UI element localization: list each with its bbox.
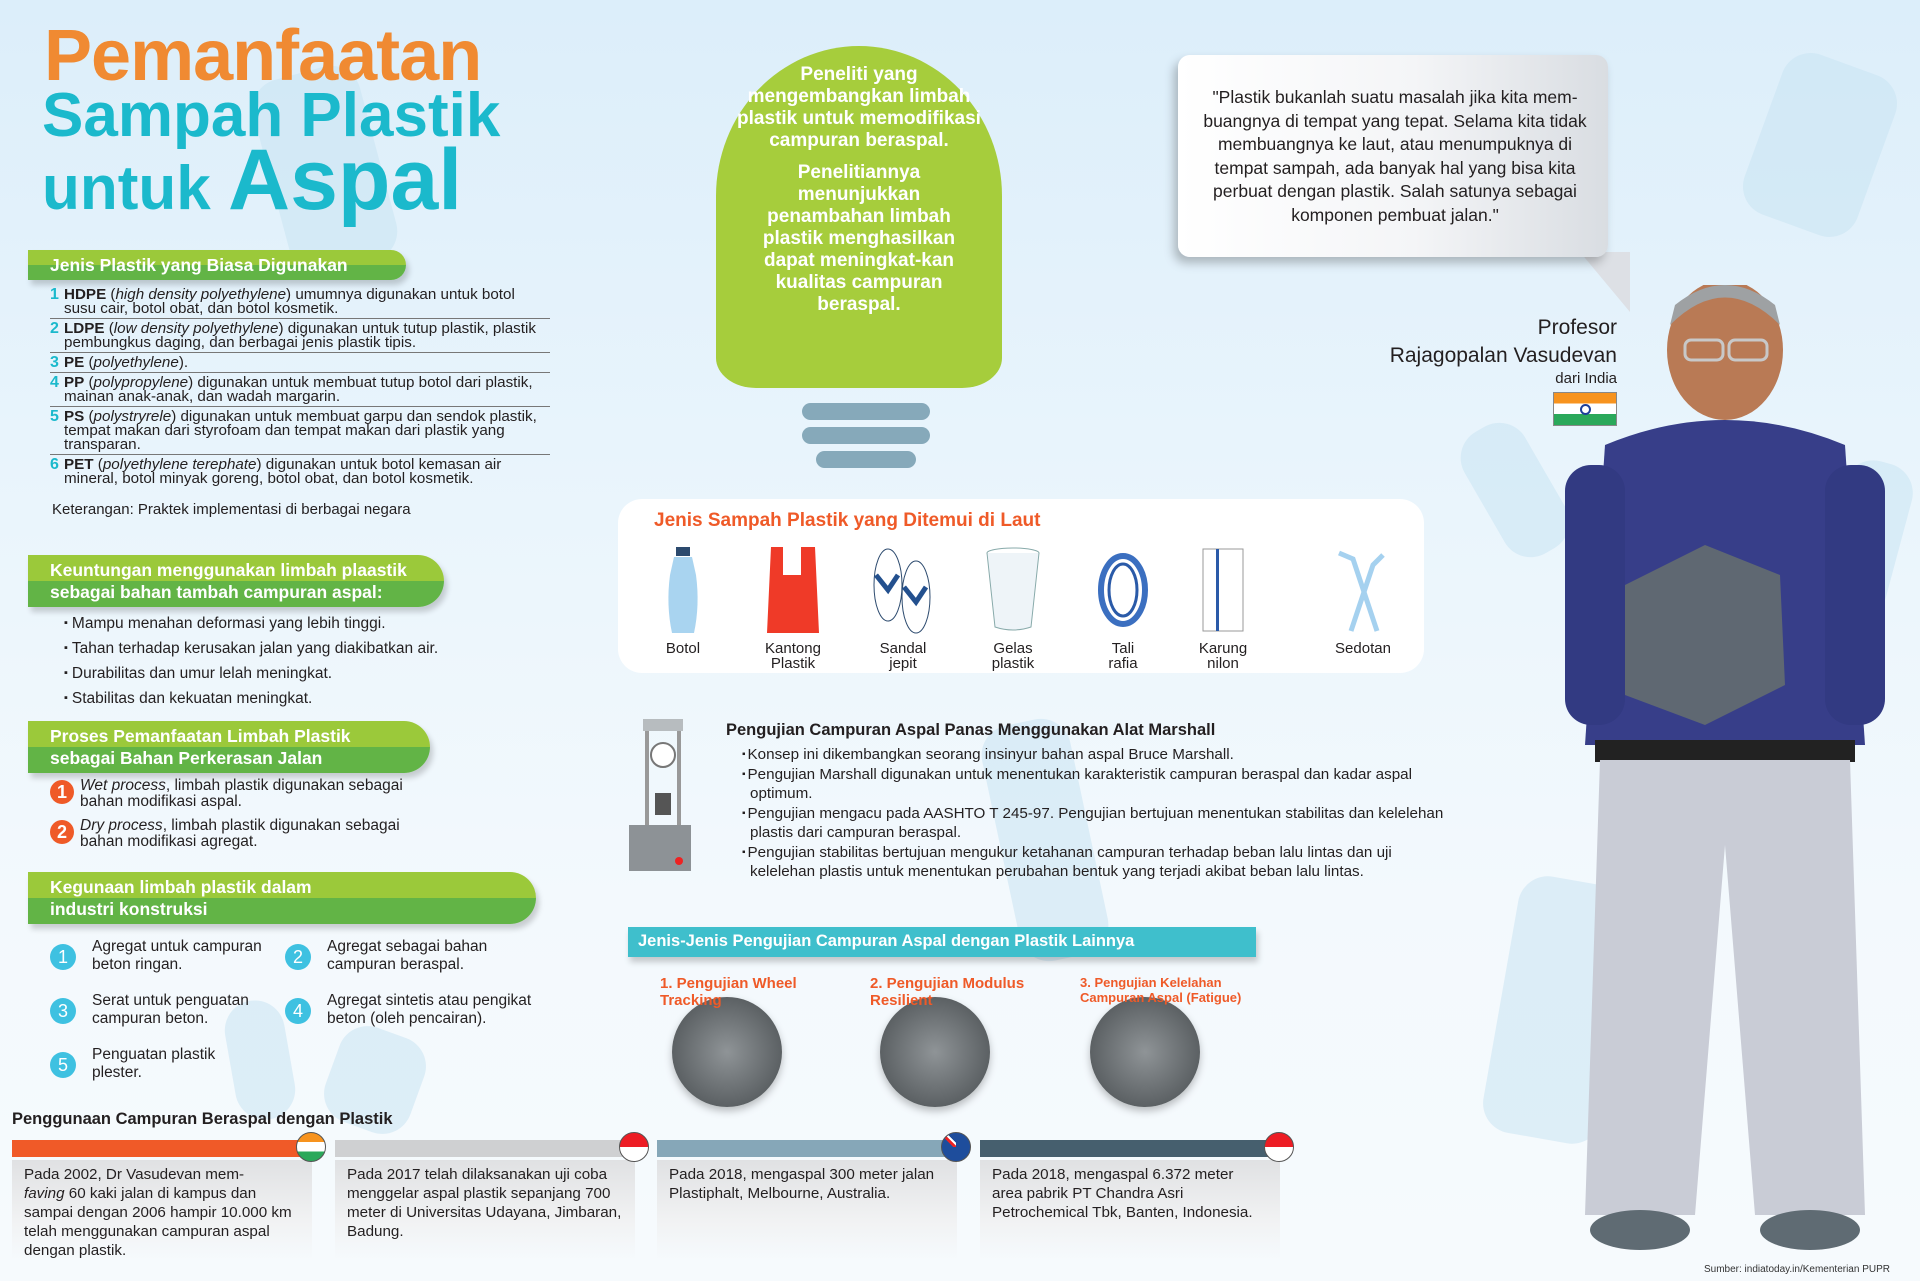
bulb-base-bar [816, 451, 916, 468]
card-color-strip [657, 1140, 957, 1157]
item-number: 5 [50, 408, 59, 425]
test-label-1: 1. Pengujian Wheel Tracking [660, 975, 797, 1009]
timeline-card [980, 1140, 1280, 1258]
benefit-item: ▪ Durabilitas dan umur lelah meningkat. [64, 661, 438, 686]
item-text: PS (polystryrele) digunakan untuk membuat garpu dan sendok plastik, tempat makan dari styrofoam dan tempat makan dari plastik yang transparan. [64, 408, 537, 453]
plastic-cup-icon [983, 545, 1043, 635]
number-badge: 1 [50, 780, 74, 804]
plastic-desc: digunakan untuk botol kemasan air mineral, botol minyak goreng, botol obat, dan botol kosmetik. [64, 456, 502, 487]
plastic-name: polyethylene terephate [102, 456, 257, 473]
wheel-tracking-image [672, 997, 782, 1107]
header-line: sebagai bahan tambah campuran aspal: [50, 582, 383, 602]
sea-waste-item [1173, 545, 1273, 671]
plastic-name: polystryrele [93, 408, 172, 425]
plastic-type-item [50, 457, 550, 488]
use-line: Agregat sintetis atau pengikat [327, 992, 532, 1009]
title-untuk: untuk [42, 154, 211, 223]
use-text [327, 938, 487, 974]
bottle-icon [658, 545, 708, 635]
item-number: 2 [50, 320, 59, 337]
test-label-2: 2. Pengujian Modulus Resilient [870, 975, 1025, 1009]
marshall-apparatus-image [625, 715, 715, 875]
timeline-card [335, 1140, 635, 1258]
process-header [28, 721, 430, 773]
plastic-type-item [50, 321, 550, 353]
marshall-item: ▪ Pengujian stabilitas bertujuan mengukur ketahanan campuran terhadap beban lalu lintas dan uji kelelehan plastis untuk menentukan perubahan bentuk yang terjadi akibat beban lalu lintas. [740, 843, 1460, 881]
item-label: Karung [1198, 640, 1248, 657]
item-label: Tali [1111, 640, 1135, 657]
bulb-paragraph-2: Penelitiannya menunjukkan penambahan limbah plastik menghasilkan dapat meningkat-kan kualitas campuran beraspal. [762, 162, 956, 315]
benefit-item: ▪ Mampu menahan deformasi yang lebih tinggi. [64, 611, 438, 636]
use-line: beton ringan. [92, 956, 183, 973]
title-line-1: Pemanfaatan [44, 16, 482, 96]
indonesia-flag-icon [1264, 1132, 1294, 1162]
use-item [285, 938, 487, 974]
item-label: Botol [665, 640, 701, 657]
number-badge: 2 [50, 820, 74, 844]
marshall-item: ▪ Pengujian mengacu pada AASHTO T 245-97. Pengujian bertujuan menentukan stabilitas dan kelelehan plastis dari campuran beraspal. [740, 804, 1460, 842]
bg-plastic-bag-shape [1735, 45, 1906, 246]
use-line: campuran beraspal. [327, 956, 464, 973]
use-line: campuran beton. [92, 1010, 209, 1027]
use-item [50, 1046, 215, 1082]
indonesia-flag-icon [619, 1132, 649, 1162]
uses-header [28, 872, 536, 924]
plastic-name: high density polyethylene [115, 286, 287, 303]
plastic-type-item [50, 355, 550, 373]
card-text: Pada 2017 telah dilaksanakan uji coba menggelar aspal plastik sepanjang 700 meter di Universitas Udayana, Jimbaran, Badung. [335, 1160, 635, 1260]
process-text [80, 818, 400, 850]
header-line: Keuntungan menggunakan limbah plaastik [50, 560, 407, 580]
process-item [50, 778, 403, 810]
plastic-desc: digunakan untuk membuat tutup botol dari plastik, mainan anak-anak, dan wadah margarin. [64, 374, 533, 405]
benefits-header [28, 555, 444, 607]
item-number: 3 [50, 354, 59, 371]
use-line: plester. [92, 1064, 142, 1081]
sea-waste-item [963, 545, 1063, 671]
card-color-strip [980, 1140, 1280, 1157]
plastic-desc: . [183, 354, 189, 371]
plastic-desc: umumnya digunakan untuk botol susu cair, botol obat, dan botol kosmetik. [64, 286, 515, 317]
plastic-types-note: Keterangan: Praktek implementasi di berbagai negara [52, 501, 411, 518]
card-color-strip [12, 1140, 312, 1157]
number-badge: 3 [50, 998, 76, 1024]
item-label: Sandal [879, 640, 927, 657]
professor-origin: dari India [1555, 370, 1617, 387]
bulb-base-bar [802, 427, 930, 444]
flip-flops-icon [868, 545, 938, 635]
use-text [92, 1046, 215, 1082]
professor-name: Rajagopalan Vasudevan [1389, 344, 1617, 367]
process-term: Wet process [80, 777, 166, 794]
title-aspal: Aspal [227, 132, 463, 228]
use-line: beton (oleh pencairan). [327, 1010, 487, 1027]
plastic-name: polypropylene [93, 374, 189, 391]
use-line: Agregat sebagai bahan [327, 938, 488, 955]
title-line-2: Sampah Plastik [42, 81, 501, 150]
other-tests-header: Jenis-Jenis Pengujian Campuran Aspal dengan Plastik Lainnya [628, 927, 1256, 957]
process-item [50, 818, 400, 850]
use-item [50, 938, 262, 974]
timeline-title: Penggunaan Campuran Beraspal dengan Plastik [12, 1110, 393, 1128]
plastic-name: low density polyethylene [113, 320, 279, 337]
benefits-list [64, 611, 438, 711]
header-line: industri konstruksi [50, 899, 208, 919]
card-text: Pada 2018, mengaspal 6.372 meter area pabrik PT Chandra Asri Petrochemical Tbk, Banten, Indonesia. [980, 1160, 1280, 1260]
straw-icon [1333, 545, 1393, 635]
professor-title: Profesor [1537, 316, 1617, 339]
item-text: PE (polyethylene). [64, 354, 189, 371]
timeline-card [657, 1140, 957, 1258]
header-line: Kegunaan limbah plastik dalam [50, 877, 312, 897]
number-badge: 1 [50, 944, 76, 970]
use-text [92, 938, 262, 974]
title-line-3 [42, 132, 463, 229]
item-label: jepit [889, 655, 917, 672]
process-desc: , limbah plastik digunakan sebagai [162, 817, 400, 834]
modulus-resilient-image [880, 997, 990, 1107]
raffia-rope-icon [1093, 545, 1153, 635]
plastic-desc: digunakan untuk tutup plastik, plastik pembungkus daging, dan berbagai jenis plastik tipis. [64, 320, 536, 351]
process-desc: , limbah plastik digunakan sebagai [165, 777, 403, 794]
sea-waste-title: Jenis Sampah Plastik yang Ditemui di Laut [654, 510, 1041, 531]
marshall-item: ▪ Pengujian Marshall digunakan untuk menentukan karakteristik campuran beraspal dan kadar aspal optimum. [740, 765, 1460, 803]
item-label: Sedotan [1335, 640, 1391, 657]
sea-waste-item [633, 545, 733, 656]
sea-waste-item [1073, 545, 1173, 671]
use-line: Serat untuk penguatan [92, 992, 249, 1009]
process-desc: bahan modifikasi agregat. [80, 833, 258, 850]
bulb-paragraph-1: Peneliti yang mengembangkan limbah plastik untuk memodifikasi campuran beraspal. [737, 64, 981, 151]
use-item [50, 992, 249, 1028]
sea-waste-item [853, 545, 953, 671]
fatigue-test-image [1090, 997, 1200, 1107]
sea-waste-item [743, 545, 843, 671]
plastic-types-list [50, 287, 550, 490]
plastic-code: PP [64, 374, 85, 391]
use-line: Agregat untuk campuran [92, 938, 262, 955]
plastic-code: LDPE [64, 320, 105, 337]
sea-waste-item [1313, 545, 1413, 656]
australia-flag-icon [941, 1132, 971, 1162]
plastic-type-item [50, 409, 550, 455]
benefit-item: ▪ Tahan terhadap kerusakan jalan yang diakibatkan air. [64, 636, 438, 661]
header-line: sebagai Bahan Perkerasan Jalan [50, 748, 323, 768]
number-badge: 2 [285, 944, 311, 970]
item-label: plastik [991, 655, 1035, 672]
use-text [92, 992, 249, 1028]
test-label-3: 3. Pengujian Kelelahan Campuran Aspal (Fatigue) [1080, 975, 1242, 1005]
number-badge: 5 [50, 1052, 76, 1078]
professor-photo [1545, 285, 1905, 1255]
item-label: nilon [1207, 655, 1239, 672]
item-label: Kantong [765, 640, 821, 657]
marshall-item: ▪ Konsep ini dikembangkan seorang insinyur bahan aspal Bruce Marshall. [740, 745, 1460, 764]
plastic-type-item [50, 375, 550, 407]
card-text-part: Pada 2002, Dr Vasudevan mem- [24, 1166, 245, 1183]
marshall-list [740, 745, 1460, 882]
item-number: 4 [50, 374, 59, 391]
card-color-strip [335, 1140, 635, 1157]
plastic-code: PET [64, 456, 94, 473]
marshall-title: Pengujian Campuran Aspal Panas Menggunakan Alat Marshall [726, 721, 1216, 739]
plastic-name: polyethylene [93, 354, 179, 371]
plastic-code: PS [64, 408, 85, 425]
item-label: Plastik [770, 655, 816, 672]
quote-text: "Plastik bukanlah suatu masalah jika kita mem-buangnya di tempat yang tepat. Selama kita tidak membuangnya ke laut, atau menumpuknya di tempat sampah, ada banyak hal yang bisa kita perbuat dengan plastik. Salah satunya sebagai komponen pembuat jalan." [1203, 87, 1587, 225]
item-label: rafia [1108, 655, 1138, 672]
item-text: HDPE (high density polyethylene) umumnya digunakan untuk botol susu cair, botol obat, dan botol kosmetik. [64, 286, 515, 317]
plastic-types-header: Jenis Plastik yang Biasa Digunakan [28, 250, 406, 280]
card-text [12, 1160, 312, 1260]
plastic-code: HDPE [64, 286, 107, 303]
lightbulb-text [730, 64, 988, 316]
process-text [80, 778, 403, 810]
plastic-type-item [50, 287, 550, 319]
item-text: PET (polyethylene terephate) digunakan untuk botol kemasan air mineral, botol minyak goreng, botol obat, dan botol kosmetik. [64, 456, 502, 487]
benefit-item: ▪ Stabilitas dan kekuatan meningkat. [64, 686, 438, 711]
process-desc: bahan modifikasi aspal. [80, 793, 242, 810]
card-text: Pada 2018, mengaspal 300 meter jalan Plastiphalt, Melbourne, Australia. [657, 1160, 957, 1260]
item-number: 1 [50, 286, 59, 303]
use-item [285, 992, 531, 1028]
plastic-code: PE [64, 354, 85, 371]
card-text-italic: faving [24, 1185, 65, 1202]
item-number: 6 [50, 456, 59, 473]
item-text: PP (polypropylene) digunakan untuk membuat tutup botol dari plastik, mainan anak-anak, dan wadah margarin. [64, 374, 533, 405]
use-text [327, 992, 531, 1028]
item-label: Gelas [993, 640, 1033, 657]
process-term: Dry process [80, 817, 163, 834]
use-line: Penguatan plastik [92, 1046, 216, 1063]
plastic-desc: digunakan untuk membuat garpu dan sendok plastik, tempat makan dari styrofoam dan tempat makan dari plastik yang transparan. [64, 408, 537, 453]
bulb-base-bar [802, 403, 930, 420]
item-text: LDPE (low density polyethylene) digunakan untuk tutup plastik, plastik pembungkus daging, dan berbagai jenis plastik tipis. [64, 320, 536, 351]
number-badge: 4 [285, 998, 311, 1024]
india-flag-icon [296, 1132, 326, 1162]
card-text-part: 60 kaki jalan di kampus dan sampai dengan 2006 hampir 10.000 km telah menggunakan campuran aspal dengan plastik. [24, 1185, 292, 1259]
nylon-sack-icon [1198, 545, 1248, 635]
plastic-bag-icon [763, 545, 823, 635]
header-line: Proses Pemanfaatan Limbah Plastik [50, 726, 351, 746]
source-credit: Sumber: indiatoday.in/Kementerian PUPR [1703, 1264, 1890, 1275]
timeline-card [12, 1140, 312, 1258]
